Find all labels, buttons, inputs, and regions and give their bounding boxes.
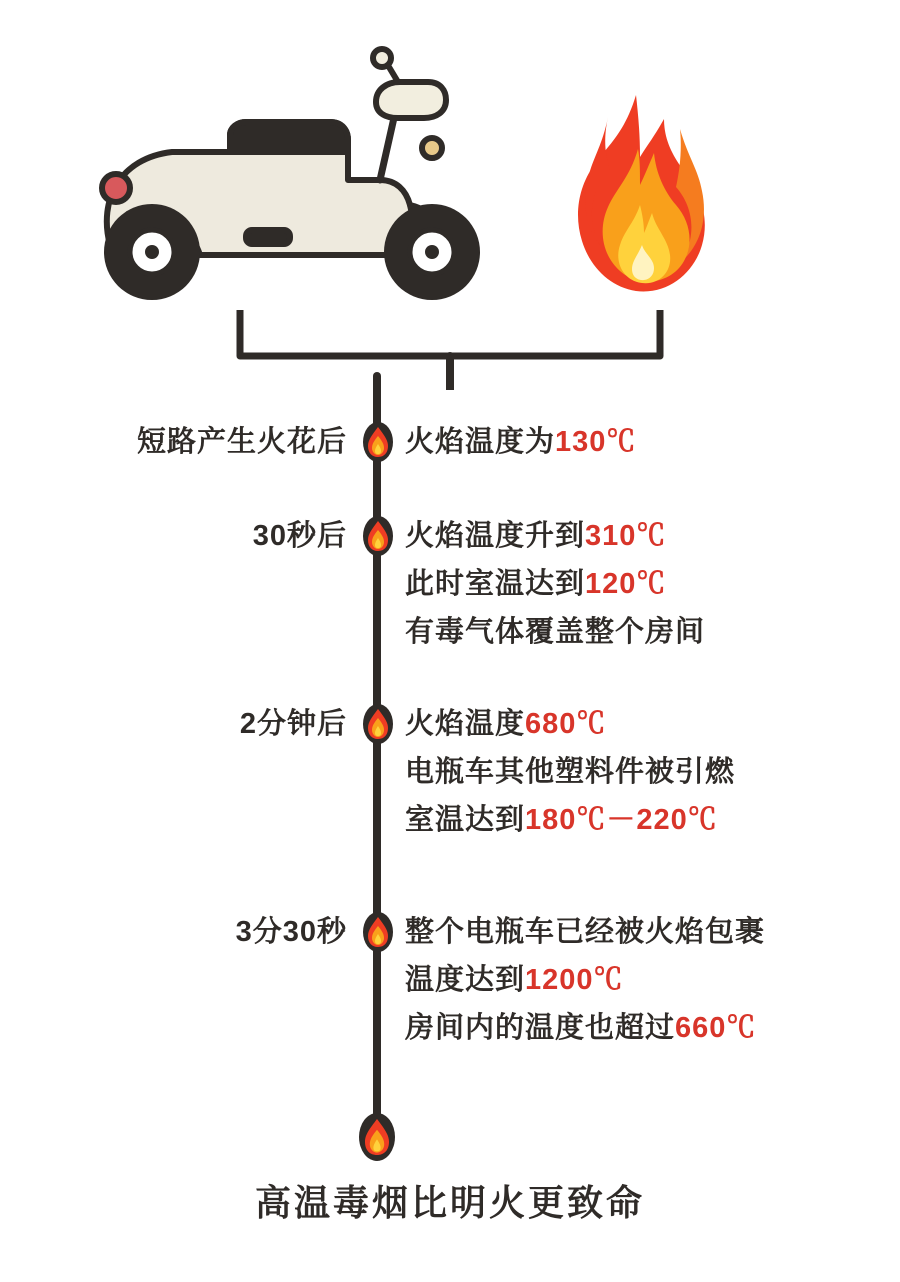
timeline-event-2-text xyxy=(401,512,900,656)
text-segment: 电瓶车其他塑料件被引燃 xyxy=(405,756,736,788)
temperature-value: 120℃ xyxy=(585,568,667,600)
flame-marker-icon xyxy=(355,418,401,462)
text-segment: 室温达到 xyxy=(405,804,526,836)
flame-marker-icon xyxy=(358,1113,396,1161)
timeline-event-4 xyxy=(0,908,900,1052)
text-segment: 房间内的温度也超过 xyxy=(405,1012,676,1044)
text-segment: 整个电瓶车已经被火焰包裹 xyxy=(405,916,766,948)
timeline-event-1 xyxy=(0,418,900,466)
text-segment: 此时室温达到 xyxy=(405,568,586,600)
footer-title: 高温毒烟比明火更致命 xyxy=(254,1182,645,1223)
text-segment: 温度达到 xyxy=(405,964,526,996)
timeline-event-3 xyxy=(0,700,900,844)
temperature-value: 660℃ xyxy=(675,1012,757,1044)
temperature-value: 310℃ xyxy=(585,520,667,552)
timeline-event-4-text xyxy=(401,908,900,1052)
text-segment: 火焰温度升到 xyxy=(405,520,586,552)
text-segment: 火焰温度为 xyxy=(405,426,556,458)
timeline-event-1-time: 短路产生火花后 xyxy=(136,426,347,458)
timeline-event-3-text xyxy=(401,700,900,844)
temperature-value: 1200℃ xyxy=(525,964,624,996)
timeline-event-2-time: 30秒后 xyxy=(252,520,347,552)
text-segment: 有毒气体覆盖整个房间 xyxy=(405,616,706,648)
timeline-event-4-time: 3分30秒 xyxy=(235,916,347,948)
flame-marker-icon xyxy=(355,700,401,744)
flame-marker-icon xyxy=(355,512,401,556)
temperature-value: 180℃－220℃ xyxy=(525,804,718,836)
timeline-event-1-text xyxy=(401,418,900,466)
timeline-event-3-time: 2分钟后 xyxy=(239,708,347,740)
temperature-value: 680℃ xyxy=(525,708,607,740)
flame-marker-icon xyxy=(355,908,401,952)
temperature-value: 130℃ xyxy=(555,426,637,458)
header-illustration xyxy=(0,0,900,330)
timeline-event-2 xyxy=(0,512,900,656)
connector-bracket xyxy=(200,310,700,390)
fire-flame-icon xyxy=(548,95,728,310)
electric-scooter-icon xyxy=(80,40,520,310)
text-segment: 火焰温度 xyxy=(405,708,526,740)
